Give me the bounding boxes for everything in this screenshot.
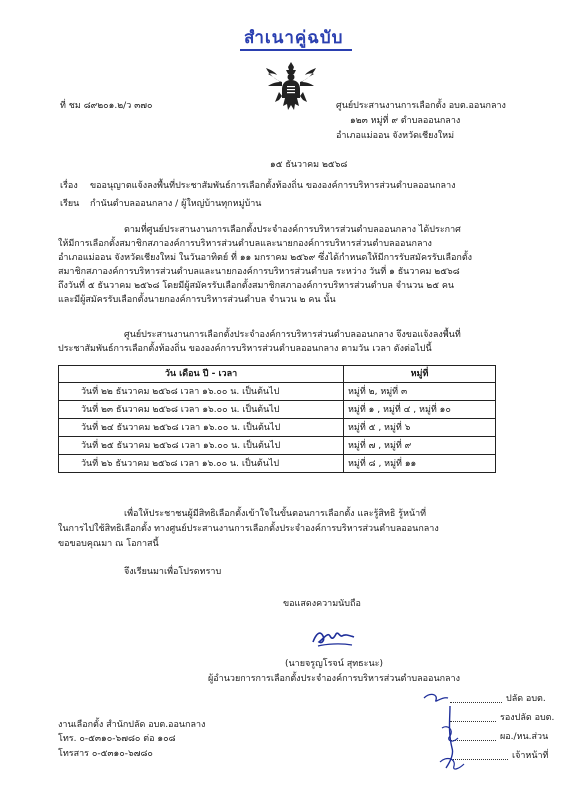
body-paragraph-2-line-1: ศูนย์ประสานงานการเลือกตั้งประจำองค์การบริหารส่วนตำบลออนกลาง จึงขอแจ้งลงพื้นที่ xyxy=(124,330,461,340)
schedule-datetime-cell: วันที่ ๒๒ ธันวาคม ๒๕๖๘ เวลา ๑๖.๐๐ น. เป็นต้นไป xyxy=(59,383,344,401)
schedule-datetime-cell: วันที่ ๒๓ ธันวาคม ๒๕๖๘ เวลา ๑๖.๐๐ น. เป็นต้นไป xyxy=(59,401,344,419)
footer-office: งานเลือกตั้ง สำนักปลัด อบต.ออนกลาง xyxy=(58,720,206,730)
footer-fax: โทรสาร ๐-๕๓๑๐-๖๗๘๐ xyxy=(58,749,153,759)
closing-paragraph-line-3: ขอขอบคุณมา ณ โอกาสนี้ xyxy=(58,539,159,549)
body-paragraph-1-line-6: และมีผู้สมัครรับเลือกตั้งนายกองค์การบริหารส่วนตำบล จำนวน ๒ คน นั้น xyxy=(58,295,336,305)
schedule-datetime-cell: วันที่ ๒๔ ธันวาคม ๒๕๖๘ เวลา ๑๖.๐๐ น. เป็นต้นไป xyxy=(59,419,344,437)
recipient-label: เรียน xyxy=(60,199,80,209)
closing-request: จึงเรียนมาเพื่อโปรดทราบ xyxy=(124,567,222,577)
schedule-header-datetime: วัน เดือน ปี - เวลา xyxy=(59,366,344,383)
schedule-header-village: หมู่ที่ xyxy=(344,366,496,383)
signature xyxy=(310,622,356,650)
schedule-village-cell: หมู่ที่ ๕ , หมู่ที่ ๖ xyxy=(344,419,496,437)
signer-name: (นายจรูญโรจน์ สุทธะนะ) xyxy=(285,659,383,669)
closing-regards: ขอแสดงความนับถือ xyxy=(283,599,361,609)
table-row xyxy=(59,401,496,419)
table-row xyxy=(59,383,496,401)
subject-label: เรื่อง xyxy=(60,181,78,191)
table-row xyxy=(59,455,496,473)
table-row xyxy=(59,437,496,455)
schedule-table xyxy=(58,365,496,473)
sender-line-2: ๑๒๓ หมู่ที่ ๙ ตำบลออนกลาง xyxy=(350,116,461,126)
schedule-village-cell: หมู่ที่ ๑ , หมู่ที่ ๔ , หมู่ที่ ๑๐ xyxy=(344,401,496,419)
recipient-text: กำนันตำบลออนกลาง / ผู้ใหญ่บ้านทุกหมู่บ้าน xyxy=(90,199,262,209)
schedule-village-cell: หมู่ที่ ๘ , หมู่ที่ ๑๑ xyxy=(344,455,496,473)
document-date: ๑๕ ธันวาคม ๒๕๖๘ xyxy=(270,160,348,170)
subject-text: ขออนุญาตแจ้งลงพื้นที่ประชาสัมพันธ์การเลือกตั้งท้องถิ่น ขององค์การบริหารส่วนตำบลออนกลาง xyxy=(90,181,456,191)
garuda-emblem-icon xyxy=(263,58,319,114)
sender-line-3: อำเภอแม่ออน จังหวัดเชียงใหม่ xyxy=(336,131,455,141)
closing-paragraph-line-2: ในการไปใช้สิทธิเลือกตั้ง ทางศูนย์ประสานงานการเลือกตั้งประจำองค์การบริหารส่วนตำบลออนกลาง xyxy=(58,524,439,534)
footer-phone: โทร. ๐-๕๓๑๐-๖๗๘๐ ต่อ ๑๐๘ xyxy=(58,734,176,744)
schedule-datetime-cell: วันที่ ๒๖ ธันวาคม ๒๕๖๘ เวลา ๑๖.๐๐ น. เป็นต้นไป xyxy=(59,455,344,473)
stamp-underline xyxy=(240,49,352,51)
schedule-village-cell: หมู่ที่ ๗ , หมู่ที่ ๙ xyxy=(344,437,496,455)
sender-line-1: ศูนย์ประสานงานการเลือกตั้ง อบต.ออนกลาง xyxy=(336,101,506,111)
body-paragraph-1-line-2: ให้มีการเลือกตั้งสมาชิกสภาองค์การบริหารส่วนตำบลและนายกองค์การบริหารส่วนตำบลออนกลาง xyxy=(58,239,432,249)
table-row xyxy=(59,419,496,437)
signer-title: ผู้อำนวยการการเลือกตั้งประจำองค์การบริหารส่วนตำบลออนกลาง xyxy=(208,674,461,684)
body-paragraph-1-line-4: สมาชิกสภาองค์การบริหารส่วนตำบลและนายกองค์การบริหารส่วนตำบล ระหว่าง วันที่ ๑ ธันวาคม ๒๕๖๘ xyxy=(58,267,460,277)
schedule-village-cell: หมู่ที่ ๒, หมู่ที่ ๓ xyxy=(344,383,496,401)
approval-label-chief: ปลัด อบต. xyxy=(506,694,546,704)
body-paragraph-1-line-5: ถึงวันที่ ๕ ธันวาคม ๒๕๖๘ โดยมีผู้สมัครรับเลือกตั้งสมาชิกสภาองค์การบริหารส่วนตำบล จำนวน ๒๕ คน xyxy=(58,281,455,291)
body-paragraph-2-line-2: ประชาสัมพันธ์การเลือกตั้งท้องถิ่น ขององค์การบริหารส่วนตำบลออนกลาง ตามวัน เวลา ดังต่อไปนี้ xyxy=(58,344,432,354)
copy-stamp: สำเนาคู่ฉบับ xyxy=(244,28,344,48)
approval-initials xyxy=(420,688,490,780)
closing-paragraph-line-1: เพื่อให้ประชาชนผู้มีสิทธิเลือกตั้งเข้าใจในขั้นตอนการเลือกตั้ง และรู้สิทธิ รู้หน้าที่ xyxy=(124,509,427,519)
body-paragraph-1-line-3: อำเภอแม่ออน จังหวัดเชียงใหม่ ในวันอาทิตย์ ที่ ๑๑ มกราคม ๒๕๖๙ ซึ่งได้กำหนดให้มีการรับสมัครรับเลือกตั้ง xyxy=(58,253,473,263)
schedule-datetime-cell: วันที่ ๒๕ ธันวาคม ๒๕๖๘ เวลา ๑๖.๐๐ น. เป็นต้นไป xyxy=(59,437,344,455)
schedule-header-row xyxy=(59,366,496,383)
document-number: ที่ ชม ๘๙๒๐๑.๒/ว ๓๗๐ xyxy=(60,101,153,111)
approval-label-deputy: รองปลัด อบต. xyxy=(500,713,555,723)
body-paragraph-1-line-1: ตามที่ศูนย์ประสานงานการเลือกตั้งประจำองค์การบริหารส่วนตำบลออนกลาง ได้ประกาศ xyxy=(124,225,461,235)
approval-routing xyxy=(420,688,560,786)
approval-label-director: ผอ./หน.ส่วน xyxy=(500,732,549,742)
approval-label-officer: เจ้าหน้าที่ xyxy=(512,751,549,761)
